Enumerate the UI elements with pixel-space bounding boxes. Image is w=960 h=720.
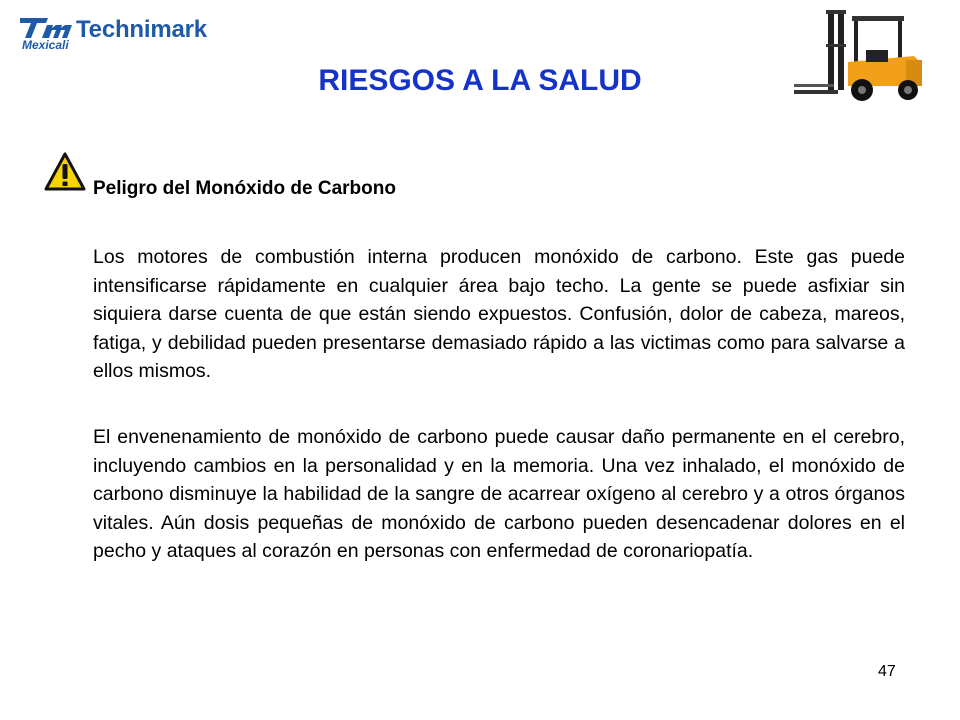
section-heading: Peligro del Monóxido de Carbono xyxy=(93,178,396,199)
paragraph-1: Los motores de combustión interna producen monóxido de carbono. Este gas puede intensificarse rápidamente en cualquier área bajo techo. La gente se puede asfixiar sin siquiera darse cuenta de que están siendo expuestos. Confusión, dolor de cabeza, mareos, fatiga, y debilidad pueden presentarse demasiado rápido a las victimas como para salvarse a ellos mismos. xyxy=(93,246,905,382)
page-number: 47 xyxy=(878,663,896,680)
technimark-logo xyxy=(18,16,207,52)
page-title: RIESGOS A LA SALUD xyxy=(318,64,642,97)
logo-wordmark: Technimark xyxy=(76,16,207,43)
forklift-icon xyxy=(790,4,930,104)
warning-icon xyxy=(44,152,86,192)
logo-city: Mexicali xyxy=(22,38,69,52)
paragraph-2: El envenenamiento de monóxido de carbono puede causar daño permanente en el cerebro, incluyendo cambios en la personalidad y en la memoria. Una vez inhalado, el monóxido de carbono disminuye la habilidad de la sangre de acarrear oxígeno al cerebro y a otros órganos vitales. Aún dosis pequeñas de monóxido de carbono pueden desencadenar dolores en el pecho y ataques al corazón en personas con enfermedad de coronariopatía. xyxy=(93,426,905,562)
